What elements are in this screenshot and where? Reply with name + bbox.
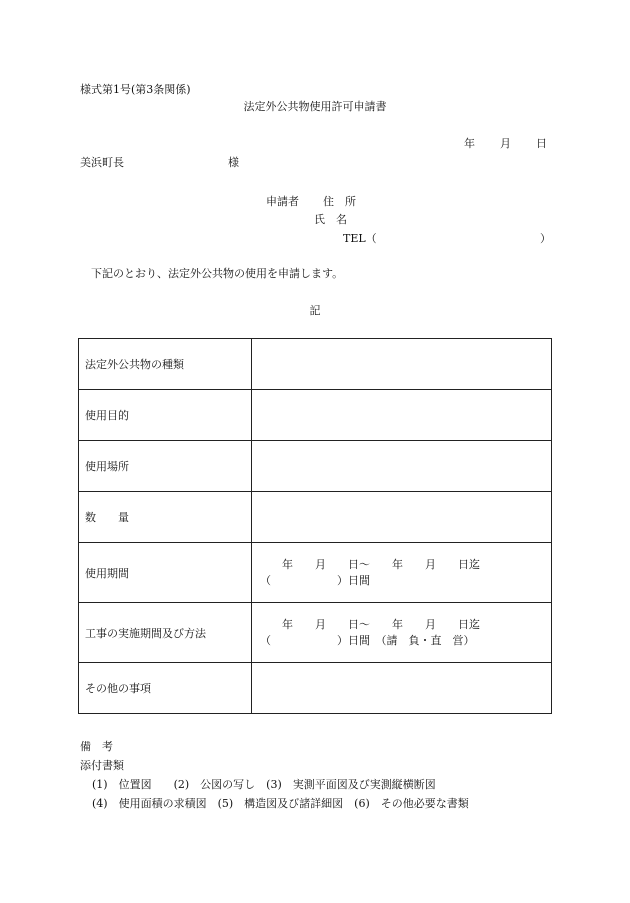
- row-value: [252, 441, 552, 492]
- row-label: 数 量: [79, 492, 252, 543]
- row-value: [252, 390, 552, 441]
- form-number: 様式第1号(第3条関係): [80, 83, 191, 96]
- date-year: 年: [464, 137, 475, 150]
- row-label: 使用期間: [79, 543, 252, 603]
- period-range: 年 月 日～ 年 月 日迄: [260, 617, 480, 631]
- tel-close: ）: [540, 232, 551, 245]
- construction-period-value: [252, 603, 552, 663]
- row-value: [252, 492, 552, 543]
- applicant-label: 申請者: [266, 195, 299, 208]
- name-label: 氏 名: [314, 213, 347, 226]
- row-value: [252, 339, 552, 390]
- application-table: [78, 338, 552, 714]
- ki-heading: 記: [309, 304, 321, 317]
- address-label: 住 所: [323, 195, 356, 208]
- intro-text: 下記のとおり、法定外公共物の使用を申請します。: [91, 267, 344, 280]
- row-label: その他の事項: [79, 663, 252, 714]
- table-row: [79, 663, 552, 714]
- table-row: [79, 603, 552, 663]
- table-row: [79, 543, 552, 603]
- remarks-heading: 備 考: [80, 740, 113, 753]
- attachments-list-line2: (4) 使用面積の求積図 (5) 構造図及び諸詳細図 (6) その他必要な書類: [92, 797, 469, 810]
- table-row: [79, 390, 552, 441]
- tel-label: TEL（: [343, 232, 377, 245]
- date-month: 月: [500, 137, 511, 150]
- period-days-method: （ ）日間 （請 負・直 営）: [260, 633, 475, 647]
- table-row: [79, 492, 552, 543]
- row-label: 法定外公共物の種類: [79, 339, 252, 390]
- table-row: [79, 441, 552, 492]
- period-days: （ ）日間: [260, 573, 370, 587]
- attachments-heading: 添付書類: [80, 759, 124, 772]
- attachments-list-line1: (1) 位置図 (2) 公図の写し (3) 実測平面図及び実測縦横断図: [92, 778, 436, 791]
- document-title: 法定外公共物使用許可申請書: [243, 100, 387, 113]
- row-label: 工事の実施期間及び方法: [79, 603, 252, 663]
- usage-period-value: [252, 543, 552, 603]
- addressee: 美浜町長: [80, 156, 124, 169]
- period-range: 年 月 日～ 年 月 日迄: [260, 557, 480, 571]
- date-day: 日: [536, 137, 547, 150]
- table-row: [79, 339, 552, 390]
- row-label: 使用目的: [79, 390, 252, 441]
- row-value: [252, 663, 552, 714]
- row-label: 使用場所: [79, 441, 252, 492]
- honorific: 様: [228, 156, 239, 169]
